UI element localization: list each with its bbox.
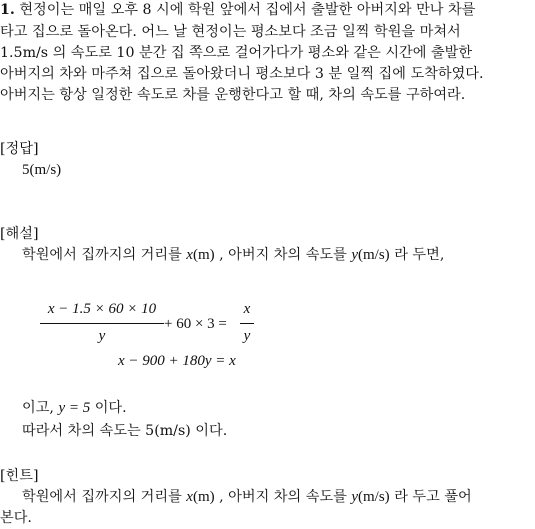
equation-1-rhs (240, 300, 254, 345)
equation-1-fraction (40, 300, 164, 345)
eq1-denominator: y (98, 328, 106, 344)
answer-value: 5(m/s) (22, 162, 62, 178)
problem-line-1 (0, 0, 475, 20)
solution-intro-mid: , 아버지 차의 속도를 (214, 247, 352, 263)
problem-text-4: 아버지의 차와 마주쳐 집으로 돌아왔더니 평소보다 3 분 일찍 집에 도착하였다. (0, 66, 484, 82)
hint-unit-ms: (m/s) (358, 489, 390, 505)
fraction-bar-rhs (240, 323, 254, 324)
problem-text-5: 아버지는 항상 일정한 속도로 차를 운행한다고 할 때, 차의 속도를 구하여라. (0, 87, 466, 103)
hint-line-2: 본다. (0, 510, 32, 526)
hint-line-1 (22, 487, 472, 507)
hint-mid: , 아버지 차의 속도를 (214, 489, 352, 505)
answer-heading: [정답] (0, 141, 39, 157)
eq1-numerator: x − 1.5 × 60 × 10 (47, 301, 157, 317)
solution-conclusion: 따라서 차의 속도는 5(m/s) 이다. (22, 423, 228, 439)
hint-var-y: y (351, 489, 359, 505)
solution-heading: [해설] (0, 226, 39, 242)
unit-m: (m) (192, 247, 215, 263)
var-y: y (351, 247, 359, 263)
hint-unit-m: (m) (192, 489, 215, 505)
problem-text-3: 1.5m/s 의 속도로 10 분간 집 쪽으로 걸어가다가 평소와 같은 시간에 출발한 (0, 45, 473, 61)
var-x: x (186, 247, 193, 263)
eq1-middle: + 60 × 3 = (164, 316, 227, 332)
fraction-bar (40, 323, 164, 324)
result-post: 이다. (90, 400, 127, 416)
eq1-rhs-den: y (243, 328, 251, 344)
solution-intro-pre: 학원에서 집까지의 거리를 (22, 247, 187, 263)
solution-result (22, 398, 127, 418)
solution-intro (22, 245, 444, 265)
result-eq: y = 5 (58, 400, 91, 416)
hint-pre: 학원에서 집까지의 거리를 (22, 489, 187, 505)
problem-text-1: 현정이는 매일 오후 8 시에 학원 앞에서 집에서 출발한 아버지와 만나 차를 (19, 2, 476, 18)
hint-heading: [힌트] (0, 468, 39, 484)
equation-2: x − 900 + 180y = x (118, 353, 236, 369)
eq1-rhs-num: x (243, 301, 251, 317)
hint-var-x: x (186, 489, 193, 505)
hint-post: 라 두고 풀어 (389, 489, 472, 505)
result-pre: 이고, (22, 400, 59, 416)
unit-ms: (m/s) (358, 247, 390, 263)
solution-intro-post: 라 두면, (389, 247, 445, 263)
problem-text-2: 타고 집으로 돌아온다. 어느 날 현정이는 평소보다 조금 일찍 학원을 마쳐서 (0, 24, 461, 40)
problem-number: 1. (0, 2, 15, 18)
